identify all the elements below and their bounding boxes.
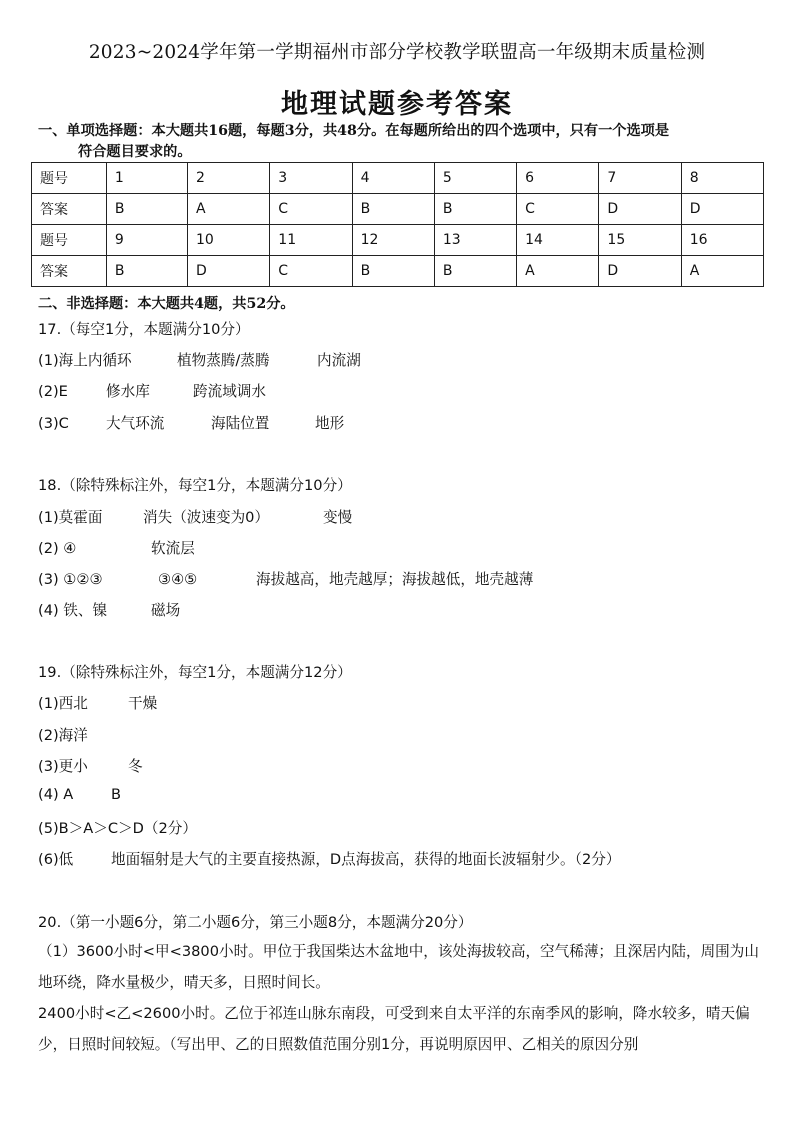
table-cell: C	[270, 256, 352, 287]
q20-paragraph1: （1）3600小时<甲<3800小时。甲位于我国柴达木盆地中，该处海拔较高，空气稀薄；且深居内陆，周围为山地环绕，降水量极少，晴天多，日照时间长。	[38, 943, 759, 991]
q18-line1	[38, 506, 352, 527]
table-row	[32, 225, 764, 256]
q19-line3-a: (3)更小	[38, 758, 88, 775]
q19-line1-a: (1)西北	[38, 695, 88, 712]
q19-line6	[38, 848, 620, 869]
page-title: 地理试题参考答案	[281, 89, 513, 120]
table-cell: 5	[434, 163, 516, 194]
table-cell: D	[599, 256, 681, 287]
q19-line2	[38, 724, 88, 745]
q18-line1-c: 变慢	[323, 509, 353, 526]
q18-line2	[38, 537, 195, 558]
q17-line3-c: 海陆位置	[211, 415, 270, 432]
q18-line4	[38, 599, 180, 620]
q17-line1	[38, 349, 361, 370]
table-cell: 7	[599, 163, 681, 194]
table-cell: A	[681, 256, 763, 287]
q17-line1-c: 内流湖	[317, 352, 361, 369]
q17-line1-a: (1)海上内循环	[38, 352, 132, 369]
q18-line1-a: (1)莫霍面	[38, 509, 103, 526]
table-cell: B	[434, 194, 516, 225]
section2-heading: 二、非选择题：本大题共4题，共52分。	[38, 296, 295, 312]
q18-line3-a: (3) ①②③	[38, 571, 103, 588]
table-cell: B	[434, 256, 516, 287]
q18-line3	[38, 568, 533, 589]
table-row-header-cell: 题号	[32, 163, 107, 194]
q17-line3-d: 地形	[315, 415, 345, 432]
table-cell: 4	[352, 163, 434, 194]
q19-line1-b: 干燥	[128, 695, 158, 712]
q19-line2-a: (2)海洋	[38, 727, 88, 744]
q19-line6-b: 地面辐射是大气的主要直接热源，D点海拔高，获得的地面长波辐射少。（2分）	[111, 851, 621, 868]
section1-line2: 符合题目要求的。	[78, 144, 192, 160]
table-row-header-cell: 题号	[32, 225, 107, 256]
section1-instructions	[38, 121, 768, 163]
table-cell: B	[106, 256, 187, 287]
q19-line4	[38, 786, 121, 803]
table-cell: 14	[517, 225, 599, 256]
answer-table	[31, 162, 764, 287]
q19-heading: 19.（除特殊标注外，每空1分，本题满分12分）	[38, 664, 352, 681]
q19-line3	[38, 755, 143, 776]
q20-paragraph2: 2400小时<乙<2600小时。乙位于祁连山脉东南段，可受到来自太平洋的东南季风的影响，降水较多，晴天偏少，日照时间较短。（写出甲、乙的日照数值范围分别1分，再说明原因甲、乙相关的原因分别	[38, 1005, 750, 1053]
q17-line3	[38, 412, 344, 433]
table-cell: B	[106, 194, 187, 225]
q18-line3-c: 海拔越高，地壳越厚；海拔越低，地壳越薄	[256, 571, 534, 588]
q18-line1-b: 消失（波速变为0）	[143, 509, 270, 526]
q18-heading: 18.（除特殊标注外，每空1分，本题满分10分）	[38, 477, 352, 494]
table-cell: B	[352, 256, 434, 287]
table-row-header-cell: 答案	[32, 194, 107, 225]
table-cell: 9	[106, 225, 187, 256]
table-cell: 3	[270, 163, 352, 194]
table-cell: D	[188, 256, 270, 287]
q18-line4-a: (4) 铁、镍	[38, 602, 108, 619]
q19-line4-a: (4) A	[38, 786, 74, 803]
table-cell: A	[517, 256, 599, 287]
q18-line2-b: 软流层	[151, 540, 195, 557]
table-cell: C	[517, 194, 599, 225]
table-row-header-cell: 答案	[32, 256, 107, 287]
table-cell: D	[599, 194, 681, 225]
q17-line2	[38, 380, 266, 401]
table-cell: 6	[517, 163, 599, 194]
exam-header: 2023~2024学年第一学期福州市部分学校教学联盟高一年级期末质量检测	[88, 42, 706, 63]
table-cell: B	[352, 194, 434, 225]
table-cell: A	[188, 194, 270, 225]
q18-line3-b: ③④⑤	[158, 571, 198, 588]
table-cell: 11	[270, 225, 352, 256]
table-cell: 12	[352, 225, 434, 256]
q18-line2-a: (2) ④	[38, 540, 77, 557]
q19-line3-b: 冬	[128, 758, 143, 775]
q17-line3-a: (3)C	[38, 415, 69, 432]
q17-line2-b: 修水库	[106, 383, 150, 400]
q17-heading: 17.（每空1分，本题满分10分）	[38, 321, 250, 338]
table-row	[32, 194, 764, 225]
q19-line4-b: B	[111, 786, 122, 803]
table-cell: 2	[188, 163, 270, 194]
q19-line5-a: (5)B＞A＞C＞D（2分）	[38, 820, 197, 837]
table-cell: 15	[599, 225, 681, 256]
table-cell: 8	[681, 163, 763, 194]
q17-line1-b: 植物蒸腾/蒸腾	[177, 352, 270, 369]
q19-line6-a: (6)低	[38, 851, 74, 868]
q17-line3-b: 大气环流	[106, 415, 165, 432]
table-cell: 10	[188, 225, 270, 256]
section1-line1: 一、单项选择题：本大题共16题，每题3分，共48分。在每题所给出的四个选项中，只有一个选项是	[38, 123, 670, 139]
table-cell: 13	[434, 225, 516, 256]
q19-line5	[38, 817, 197, 838]
q17-line2-a: (2)E	[38, 383, 68, 400]
q17-line2-c: 跨流域调水	[193, 383, 266, 400]
q19-line1	[38, 692, 157, 713]
table-row	[32, 163, 764, 194]
table-cell: D	[681, 194, 763, 225]
table-cell: C	[270, 194, 352, 225]
table-cell: 16	[681, 225, 763, 256]
q20-heading: 20.（第一小题6分，第二小题6分，第三小题8分，本题满分20分）	[38, 914, 473, 931]
q18-line4-b: 磁场	[151, 602, 181, 619]
table-cell: 1	[106, 163, 187, 194]
table-row	[32, 256, 764, 287]
